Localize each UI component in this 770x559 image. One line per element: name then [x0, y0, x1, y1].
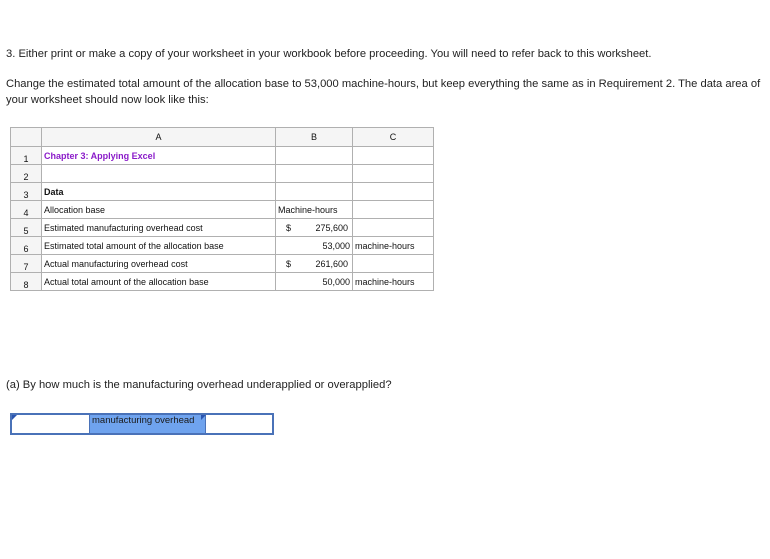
input-marker-icon: [12, 415, 17, 420]
row-number: 4: [11, 201, 42, 219]
cell-value: 261,600: [315, 258, 348, 269]
column-header-row: [11, 128, 434, 147]
answer-type-input[interactable]: [206, 415, 272, 433]
cell-b7: [276, 255, 353, 273]
answer-select-dropdown[interactable]: [90, 415, 206, 433]
cell-value: 275,600: [315, 222, 348, 233]
instruction-change-base: Change the estimated total amount of the allocation base to 53,000 machine-hours, but keep everything the same as in Requirement 2. The data area of your worksheet should now look like this:: [6, 78, 761, 106]
cell-c5: [353, 219, 434, 237]
cell-c7: [353, 255, 434, 273]
cell-c3: [353, 183, 434, 201]
column-header-a: A: [42, 128, 276, 147]
column-header-c: C: [353, 128, 434, 147]
row-number: 2: [11, 165, 42, 183]
cell-c6: machine-hours: [353, 237, 434, 255]
cell-b4: Machine-hours: [276, 201, 353, 219]
row-number: 6: [11, 237, 42, 255]
cell-a3-data-heading: Data: [42, 183, 276, 201]
cell-a4: Allocation base: [42, 201, 276, 219]
corner-cell: [11, 128, 42, 147]
table-row: [11, 147, 434, 165]
cell-a6: Estimated total amount of the allocation base: [42, 237, 276, 255]
question-a-label: (a) By how much is the manufacturing overhead underapplied or overapplied?: [6, 379, 392, 391]
table-row: [11, 183, 434, 201]
row-number: 3: [11, 183, 42, 201]
row-number: 1: [11, 147, 42, 165]
row-number: 7: [11, 255, 42, 273]
answer-row: [10, 413, 274, 435]
currency-symbol: $: [286, 222, 292, 233]
cell-c8: machine-hours: [353, 273, 434, 291]
cell-a7: Actual manufacturing overhead cost: [42, 255, 276, 273]
row-number: 8: [11, 273, 42, 291]
cell-b2: [276, 165, 353, 183]
cell-b6: 53,000: [276, 237, 353, 255]
table-row: [11, 273, 434, 291]
worksheet-table: [10, 127, 434, 291]
currency-symbol: $: [286, 258, 292, 269]
cell-b5: [276, 219, 353, 237]
cell-b8: 50,000: [276, 273, 353, 291]
cell-b3: [276, 183, 353, 201]
answer-amount-input[interactable]: [12, 415, 90, 433]
column-header-b: B: [276, 128, 353, 147]
table-row: [11, 219, 434, 237]
answer-select-value: manufacturing overhead: [92, 415, 195, 426]
row-number: 5: [11, 219, 42, 237]
table-row: [11, 237, 434, 255]
cell-c2: [353, 165, 434, 183]
cell-a5: Estimated manufacturing overhead cost: [42, 219, 276, 237]
cell-c4: [353, 201, 434, 219]
table-row: [11, 201, 434, 219]
table-row: [11, 255, 434, 273]
instruction-step-3: 3. Either print or make a copy of your worksheet in your workbook before proceeding. You will need to refer back to this worksheet.: [6, 48, 652, 60]
cell-a8: Actual total amount of the allocation base: [42, 273, 276, 291]
cell-a1-title: Chapter 3: Applying Excel: [42, 147, 276, 165]
table-row: [11, 165, 434, 183]
cell-b1: [276, 147, 353, 165]
cell-a2: [42, 165, 276, 183]
cell-c1: [353, 147, 434, 165]
